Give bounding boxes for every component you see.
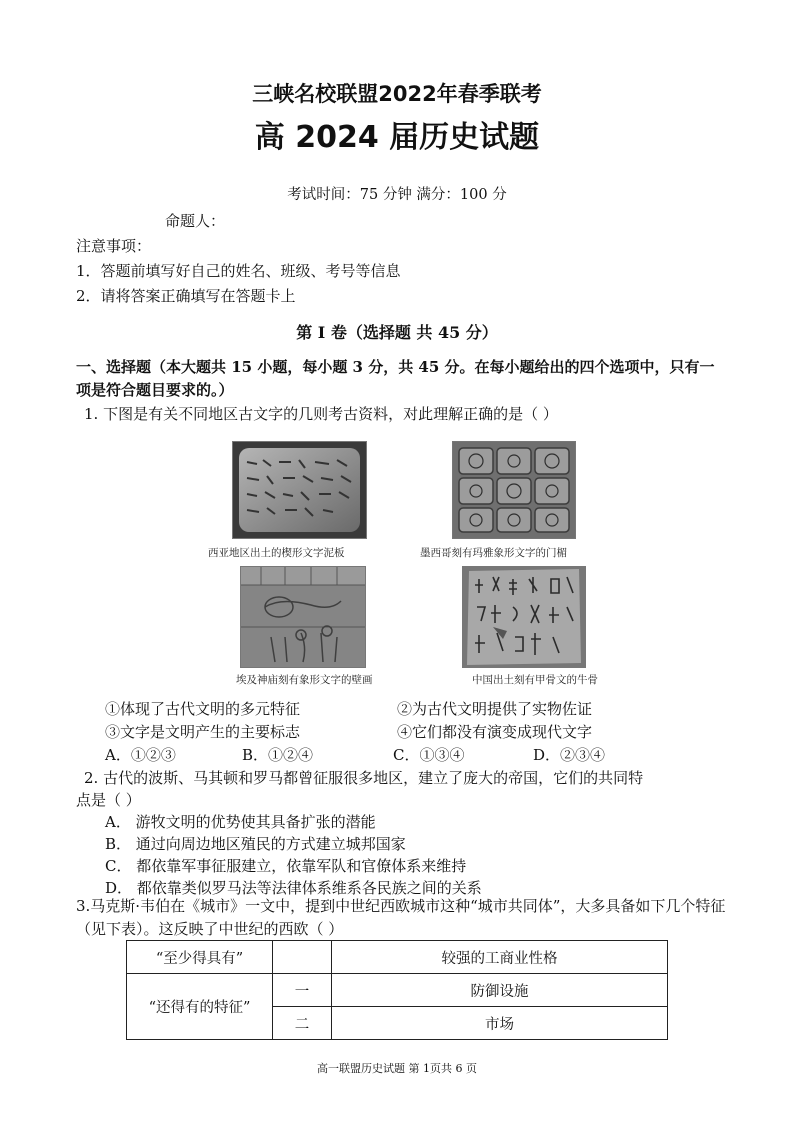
q2-stem-cont: 点是（ ） — [76, 791, 141, 809]
notes-item: 1．答题前填写好自己的姓名、班级、考号等信息 — [76, 262, 401, 280]
image-caption: 中国出土刻有甲骨文的牛骨 — [472, 674, 598, 686]
exam-info: 考试时间：75 分钟 满分：100 分 — [287, 187, 507, 203]
q2-option-a: A． 游牧文明的优势使其具备扩张的潜能 — [105, 813, 376, 831]
table-row — [127, 941, 668, 974]
image-caption: 埃及神庙刻有象形文字的壁画 — [236, 674, 373, 686]
table-cell: 防御设施 — [332, 974, 668, 1007]
exam-title-line1: 三峡名校联盟2022年春季联考 — [252, 82, 542, 106]
page-footer: 高一联盟历史试题 第 1页共 6 页 — [317, 1062, 477, 1075]
section-instruction: 一、选择题（本大题共 15 小题，每小题 3 分，共 45 分。在每小题给出的四个选项中，只有一项是符合题目要求的。） — [76, 358, 715, 399]
maya-lintel-image — [452, 441, 576, 539]
table-cell: “至少得具有” — [127, 941, 273, 974]
q3-table — [126, 940, 668, 1040]
q2-option-d: D． 都依靠类似罗马法等法律体系维系各民族之间的关系 — [105, 879, 482, 897]
table-cell: 一 — [273, 974, 332, 1007]
table-row — [127, 974, 668, 1007]
oracle-bone-image — [462, 566, 586, 668]
section-title: 第 I 卷（选择题 共 45 分） — [296, 323, 498, 342]
table-cell — [273, 941, 332, 974]
q1-stem: 1. 下图是有关不同地区古文字的几则考古资料，对此理解正确的是（ ） — [84, 405, 558, 423]
q1-option-d: D．②③④ — [533, 746, 606, 764]
q2-option-c: C． 都依靠军事征服建立，依靠军队和官僚体系来维持 — [105, 857, 467, 875]
q1-statement: ①体现了古代文明的多元特征 — [105, 700, 301, 718]
author-label: 命题人： — [165, 212, 226, 230]
exam-title-line2: 高 2024 届历史试题 — [254, 120, 540, 155]
notes-item: 2．请将答案正确填写在答题卡上 — [76, 287, 296, 305]
q1-option-a: A．①②③ — [105, 746, 176, 764]
q1-option-b: B．①②④ — [242, 746, 314, 764]
egyptian-wall-image — [240, 566, 366, 668]
q3-stem: 3.马克斯·韦伯在《城市》一文中，提到中世纪西欧城市这种“城市共同体”，大多具备如下几个特征（见下表）。这反映了中世纪的西欧（ ） — [76, 897, 726, 938]
table-cell: 较强的工商业性格 — [332, 941, 668, 974]
q2-option-b: B． 通过向周边地区殖民的方式建立城邦国家 — [105, 835, 406, 853]
table-cell: 二 — [273, 1007, 332, 1040]
q1-statement: ②为古代文明提供了实物佐证 — [397, 700, 593, 718]
image-caption: 西亚地区出土的楔形文字泥板 — [208, 547, 345, 559]
table-cell: “还得有的特征” — [127, 974, 273, 1040]
notes-heading: 注意事项： — [76, 237, 152, 255]
cuneiform-tablet-image — [232, 441, 367, 539]
q1-statement: ③文字是文明产生的主要标志 — [105, 723, 301, 741]
q2-stem: 2. 古代的波斯、马其顿和罗马都曾征服很多地区，建立了庞大的帝国，它们的共同特 — [84, 769, 644, 787]
image-caption: 墨西哥刻有玛雅象形文字的门楣 — [420, 547, 567, 559]
q1-option-c: C．①③④ — [393, 746, 465, 764]
table-cell: 市场 — [332, 1007, 668, 1040]
q1-statement: ④它们都没有演变成现代文字 — [397, 723, 593, 741]
